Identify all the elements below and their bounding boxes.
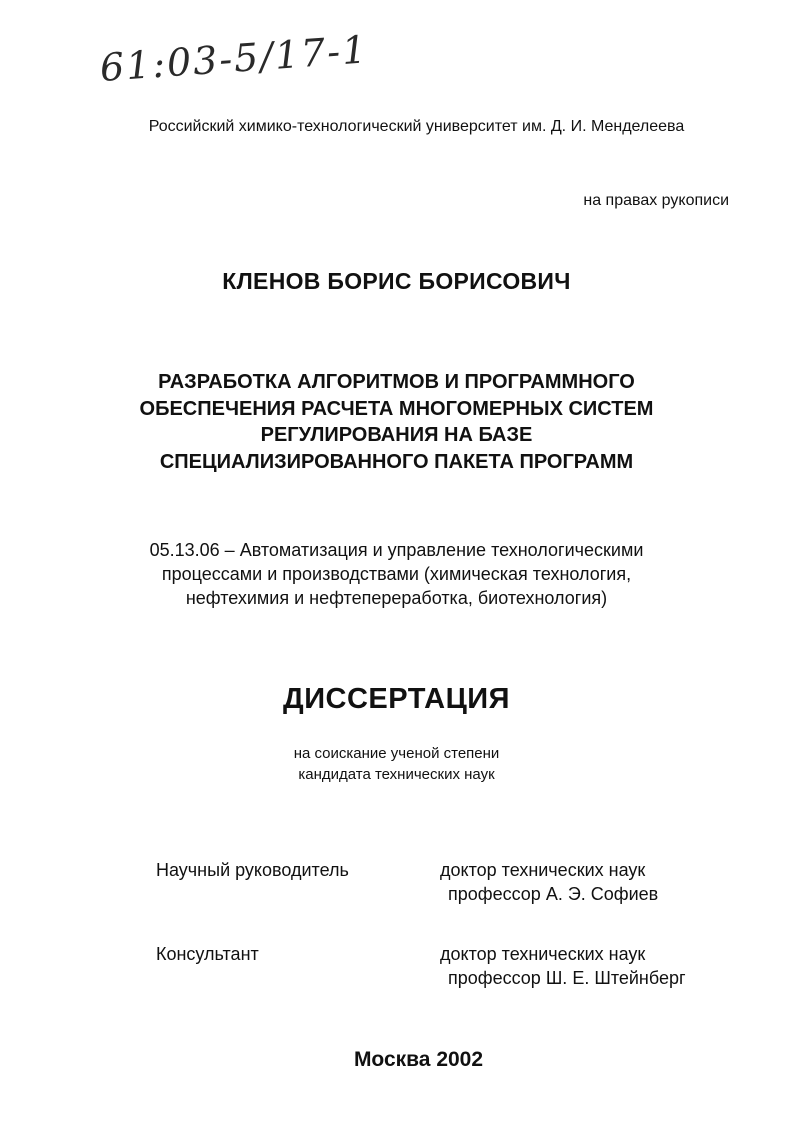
specialty-line: нефтехимия и нефтепереработка, биотехнология) xyxy=(185,588,608,608)
degree-sought xyxy=(0,743,793,785)
thesis-title-line: СПЕЦИАЛИЗИРОВАННОГО ПАКЕТА ПРОГРАММ xyxy=(159,450,634,473)
thesis-title-line: ОБЕСПЕЧЕНИЯ РАСЧЕТА МНОГОМЕРНЫХ СИСТЕМ xyxy=(139,397,654,420)
thesis-title-line: РЕГУЛИРОВАНИЯ НА БАЗЕ xyxy=(260,424,533,446)
supervisor-degree: доктор технических наук xyxy=(440,860,646,880)
university-name: Российский химико-технологический университет им. Д. И. Менделеева xyxy=(148,118,685,135)
consultant-person xyxy=(440,942,686,990)
degree-line: на соискание ученой степени xyxy=(293,745,500,762)
document-type: ДИССЕРТАЦИЯ xyxy=(283,683,510,715)
thesis-title-line: РАЗРАБОТКА АЛГОРИТМОВ И ПРОГРАММНОГО xyxy=(158,371,635,393)
specialty xyxy=(0,538,793,610)
rights-note: на правах рукописи xyxy=(583,192,729,209)
consultant-label: Консультант xyxy=(156,944,259,964)
specialty-line: процессами и производствами (химическая технология, xyxy=(161,564,632,584)
thesis-title xyxy=(0,369,793,475)
supervisor-person xyxy=(440,858,658,906)
degree-line: кандидата технических наук xyxy=(298,766,495,783)
city-year: Москва 2002 xyxy=(353,1048,484,1071)
handwritten-catalog-code: 61:03-5/17-1 xyxy=(98,27,370,90)
supervisor-label: Научный руководитель xyxy=(156,860,349,880)
supervisor-name: профессор А. Э. Софиев xyxy=(448,884,659,904)
consultant-name: профессор Ш. Е. Штейнберг xyxy=(448,968,686,988)
author-name: КЛЕНОВ БОРИС БОРИСОВИЧ xyxy=(222,268,571,294)
specialty-line: 05.13.06 – Автоматизация и управление технологическими xyxy=(149,540,644,560)
consultant-degree: доктор технических наук xyxy=(440,944,646,964)
